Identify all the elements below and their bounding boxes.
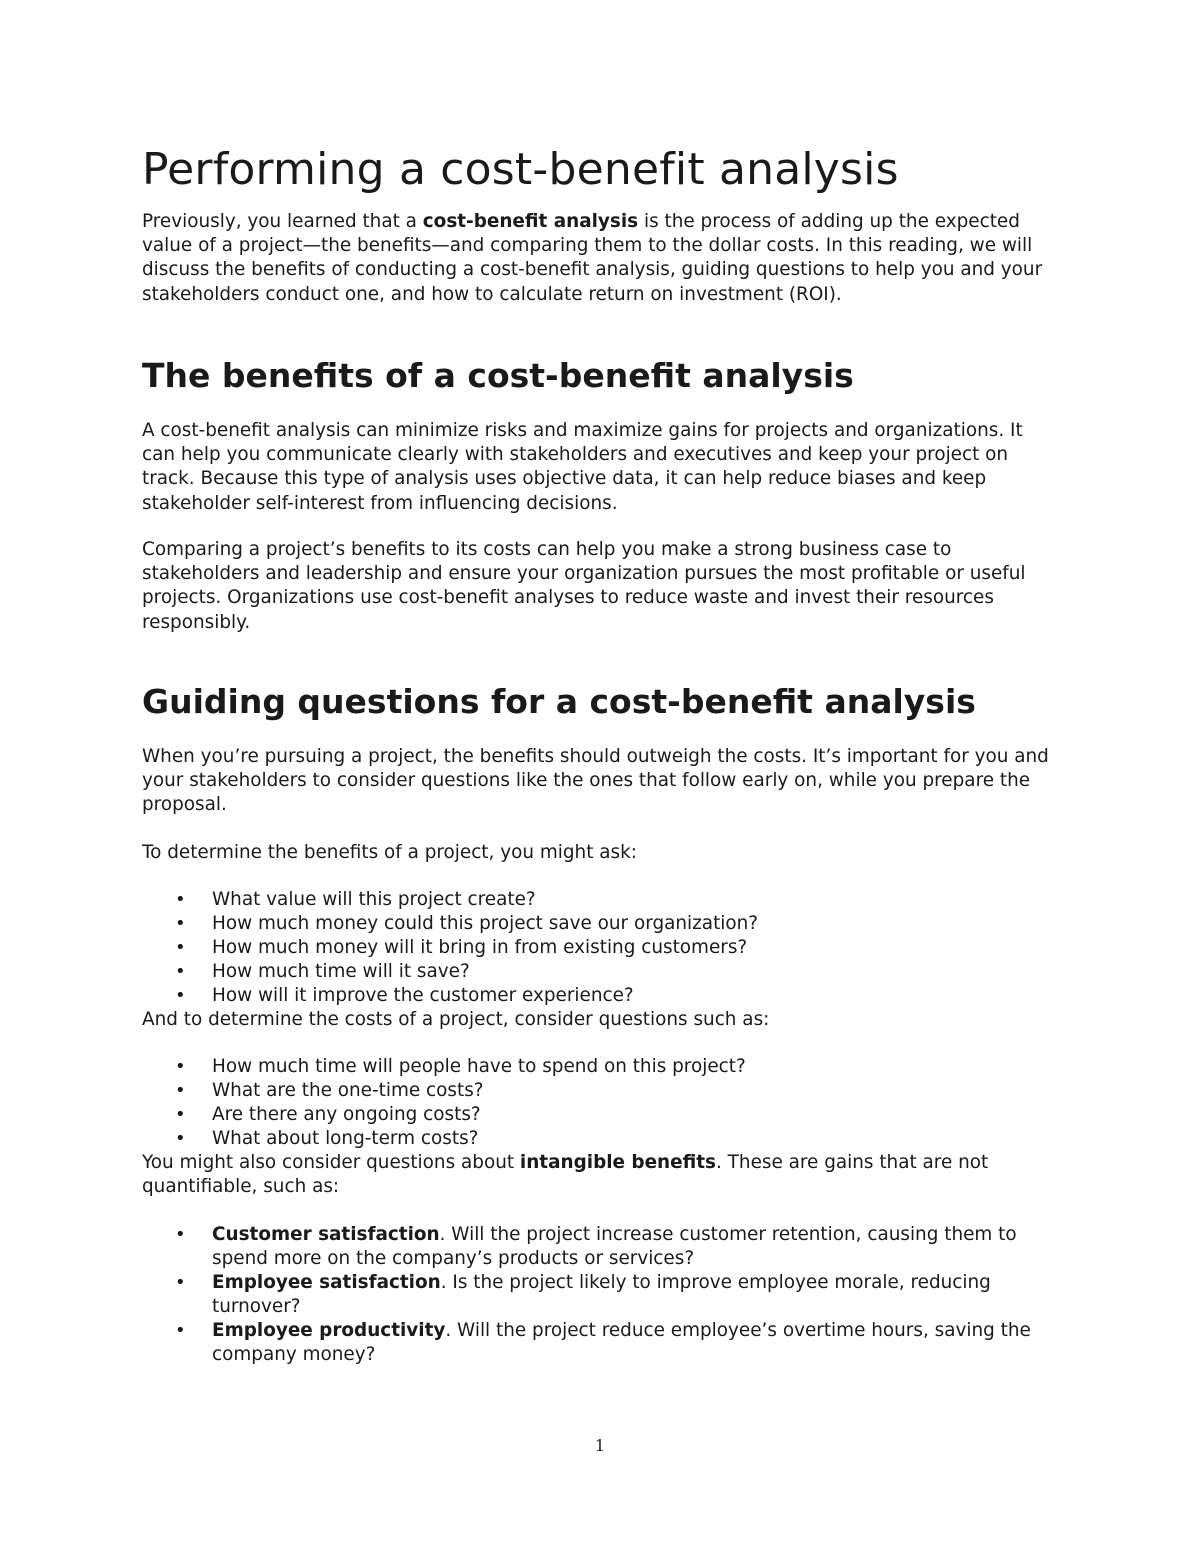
section-benefits-heading: The benefits of a cost-benefit analysis [142,356,854,395]
list-item: • How much money will it bring in from existing customers? [175,937,748,958]
bullet-icon: • [175,889,186,910]
section-guiding-heading: Guiding questions for a cost-benefit analysis [142,682,976,721]
list-item: • Are there any ongoing costs? [175,1104,481,1125]
page-title: Performing a cost-benefit analysis [142,144,899,195]
intangible-term: intangible benefits [519,1152,716,1173]
bullet-icon: • [175,1272,186,1293]
bullet-icon: • [175,1320,186,1341]
page-number: 1 [594,1436,606,1455]
list-item: • Employee satisfaction. Is the project likely to improve employee morale, reducing turnover? [175,1272,991,1317]
costs-questions-list [142,1055,1057,1151]
costs-lead: And to determine the costs of a project, consider questions such as: [142,1009,770,1030]
benefits-questions-list [142,888,1057,1008]
list-item: • How much time will it save? [175,961,470,982]
bullet-icon: • [175,913,186,934]
bullet-icon: • [175,961,186,982]
intangible-benefits-list [142,1223,1057,1367]
list-item: • How will it improve the customer experience? [175,985,634,1006]
bullet-icon: • [175,1128,186,1149]
list-item: • Customer satisfaction. Will the project increase customer retention, causing them to spend more on the company’s products or services? [175,1224,1017,1269]
benefits-lead: To determine the benefits of a project, you might ask: [142,842,637,863]
bullet-icon: • [175,985,186,1006]
intro-term: cost-benefit analysis [422,211,639,232]
bullet-icon: • [175,937,186,958]
list-item: • How much time will people have to spend on this project? [175,1056,746,1077]
bullet-icon: • [175,1080,186,1101]
list-item: • What value will this project create? [175,889,536,910]
intro-text-after: is the process of adding up the expected value of a project—the benefits—and comparing them to the dollar costs. In this reading, we will discuss the benefits of conducting a cost-benefit analysis, guiding questions to help you and your stakeholders conduct one, and how to calculate return on investment (ROI). [142,211,1043,305]
list-item: • How much money could this project save our organization? [175,913,759,934]
intro-paragraph [142,210,1057,307]
bullet-icon: • [175,1056,186,1077]
list-item: • What are the one-time costs? [175,1080,484,1101]
list-item: • Employee productivity. Will the project reduce employee’s overtime hours, saving the company money? [175,1320,1031,1365]
bullet-icon: • [175,1224,186,1245]
benefits-paragraph-2: Comparing a project’s benefits to its costs can help you make a strong business case to stakeholders and leadership and ensure your organization pursues the most profitable or useful projects. Organizations use cost-benefit analyses to reduce waste and invest their resources responsibly. [142,539,1026,633]
list-item: • What about long-term costs? [175,1128,479,1149]
intangible-lead: You might also consider questions about intangible benefits. These are gains that are not quantifiable, such as: [142,1152,989,1198]
guiding-intro-paragraph: When you’re pursuing a project, the benefits should outweigh the costs. It’s important for you and your stakeholders to consider questions like the ones that follow early on, while you prepare the proposal. [142,746,1049,816]
intro-text-before: Previously, you learned that a [142,211,423,232]
benefits-paragraph-1: A cost-benefit analysis can minimize risks and maximize gains for projects and organizations. It can help you communicate clearly with stakeholders and executives and keep your project on track. Because this type of analysis uses objective data, it can help reduce biases and keep stakeholder self-interest from influencing decisions. [142,420,1023,514]
bullet-icon: • [175,1104,186,1125]
